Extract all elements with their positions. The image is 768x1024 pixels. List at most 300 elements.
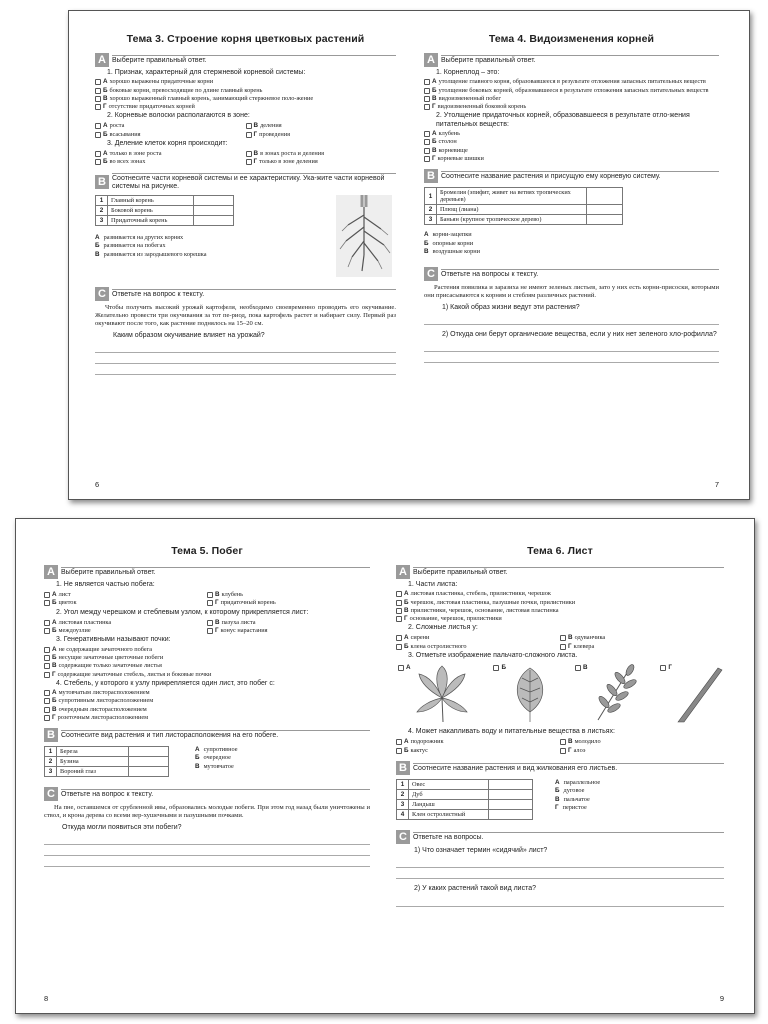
answer-option[interactable] bbox=[207, 627, 370, 635]
section-a-header bbox=[95, 53, 396, 67]
question-3: 3. Отметьте изображение пальчато-сложного листа. bbox=[408, 651, 578, 659]
option-letter: Б bbox=[432, 86, 437, 94]
checkbox[interactable] bbox=[44, 698, 50, 704]
checkbox[interactable] bbox=[44, 655, 50, 661]
reading-text: Чтобы получить высокий урожай картофеля, необходимо своевременно проводить его окучивание. Желательно провести три окучивания за тот пе-риод, пока картофель растет и набирает силу. Первый раз окучивают после того, как растение поднялось на 15–20 см. bbox=[95, 303, 396, 327]
option-text: основание, черешок, прилистники bbox=[409, 615, 502, 623]
table-row bbox=[96, 195, 234, 205]
checkbox[interactable] bbox=[560, 739, 566, 745]
checkbox[interactable] bbox=[424, 104, 430, 110]
section-b-header bbox=[396, 761, 724, 775]
question-text: 1) Какой образ жизни ведут эти растения? bbox=[442, 303, 580, 311]
answer-option[interactable] bbox=[95, 122, 246, 130]
question-3: 3. Генеративными называют почки: bbox=[56, 636, 171, 644]
list-item bbox=[95, 234, 234, 243]
answer-option[interactable] bbox=[396, 599, 724, 607]
checkbox[interactable] bbox=[95, 79, 101, 85]
option-letter: Г bbox=[253, 158, 258, 166]
page-number: 6 bbox=[95, 480, 100, 489]
checkbox[interactable] bbox=[493, 665, 499, 671]
answer-option[interactable] bbox=[44, 599, 207, 607]
checkbox[interactable] bbox=[396, 748, 402, 754]
table-row bbox=[425, 205, 623, 215]
answer-option[interactable] bbox=[424, 130, 719, 138]
answer-text: корни-зацепки bbox=[432, 231, 472, 239]
answer-text: воздушные корни bbox=[432, 248, 480, 256]
option-text: придаточный корень bbox=[220, 599, 276, 607]
option-letter: Б bbox=[103, 86, 108, 94]
section-b-instruction: Соотнесите название растения и вид жилкования его листьев. bbox=[413, 763, 724, 773]
answer-option[interactable] bbox=[246, 158, 397, 166]
answer-text: пальчатое bbox=[563, 795, 590, 803]
answer-line[interactable] bbox=[44, 845, 370, 856]
answer-option[interactable] bbox=[44, 706, 370, 714]
table-row bbox=[397, 799, 533, 809]
option-text: только в зоне роста bbox=[109, 149, 162, 157]
answer-cell[interactable] bbox=[489, 809, 533, 819]
option-letter: Г bbox=[568, 746, 572, 754]
checkbox[interactable] bbox=[95, 96, 101, 102]
row-number: 3 bbox=[397, 799, 409, 809]
option-text: в зонах роста и деления bbox=[260, 149, 325, 157]
answer-text: мутовчатое bbox=[203, 762, 234, 770]
section-c-header bbox=[424, 267, 719, 281]
answer-cell[interactable] bbox=[587, 205, 623, 215]
option-letter: А bbox=[406, 664, 411, 672]
list-item bbox=[555, 796, 600, 805]
answer-text: развивается из зародышевого корешка bbox=[103, 250, 207, 258]
section-a-instruction: Выберите правильный ответ. bbox=[61, 567, 370, 577]
q2-options bbox=[95, 122, 396, 139]
checkbox[interactable] bbox=[396, 635, 402, 641]
section-b-instruction: Соотнесите название растения и присущую ему корневую систему. bbox=[441, 171, 719, 181]
page-number: 9 bbox=[719, 994, 724, 1003]
row-label: Бромелия (эпифит, живет на ветвях тропических деревьев) bbox=[437, 188, 587, 205]
match-table bbox=[424, 187, 623, 225]
option-letter: Б bbox=[52, 626, 57, 634]
checkbox[interactable] bbox=[44, 620, 50, 626]
answer-option[interactable] bbox=[44, 591, 207, 599]
checkbox[interactable] bbox=[95, 159, 101, 165]
option-text: хорошо выраженный главный корень, занимающий стержневое поло-жение bbox=[109, 95, 314, 103]
section-b-instruction: Соотнесите вид растения и тип листорасположения на его побеге. bbox=[61, 730, 370, 740]
option-text: содержащие только зачаточные листья bbox=[58, 662, 162, 670]
match-table bbox=[44, 746, 169, 777]
q2-options bbox=[396, 634, 724, 651]
answer-option[interactable] bbox=[424, 87, 719, 95]
answer-option[interactable] bbox=[44, 627, 207, 635]
match-answers bbox=[95, 234, 234, 260]
checkbox[interactable] bbox=[560, 644, 566, 650]
answer-cell[interactable] bbox=[489, 789, 533, 799]
answer-cell[interactable] bbox=[489, 799, 533, 809]
option-letter: А bbox=[52, 618, 57, 626]
answer-option[interactable] bbox=[424, 155, 719, 163]
section-a-badge: A bbox=[396, 565, 410, 579]
option-letter: В bbox=[253, 122, 259, 130]
row-label: Дуб bbox=[409, 789, 489, 799]
answer-option[interactable] bbox=[44, 646, 370, 654]
option-letter: В bbox=[52, 662, 57, 670]
option-letter: А bbox=[103, 78, 108, 86]
option-letter: А bbox=[52, 590, 57, 598]
option-letter: Б bbox=[432, 138, 437, 146]
row-number: 2 bbox=[397, 789, 409, 799]
answer-option[interactable] bbox=[246, 131, 397, 139]
option-letter: Г bbox=[432, 103, 436, 111]
option-text: очередным листорасположением bbox=[58, 705, 147, 713]
option-text: сирени bbox=[410, 634, 430, 642]
checkbox[interactable] bbox=[398, 665, 404, 671]
section-c-header bbox=[396, 830, 724, 844]
table-row bbox=[96, 205, 234, 215]
answer-letter: Г bbox=[555, 804, 559, 812]
checkbox[interactable] bbox=[95, 88, 101, 94]
q2-options bbox=[424, 130, 719, 163]
row-number: 1 bbox=[45, 746, 57, 756]
answer-line[interactable] bbox=[95, 364, 396, 375]
section-c-header bbox=[44, 787, 370, 801]
checkbox[interactable] bbox=[396, 600, 402, 606]
answer-line[interactable] bbox=[396, 857, 724, 868]
answer-text: перистое bbox=[562, 804, 587, 812]
table-row bbox=[96, 215, 234, 225]
option-letter: Г bbox=[215, 599, 219, 607]
checkbox[interactable] bbox=[246, 123, 252, 129]
row-label: Боковой корень bbox=[108, 205, 194, 215]
reading-text: Растения повилика и заразиха не имеют зеленых листьев, зато у них есть корни-присоски, которыми они присасываются к корням и стеблям различных растений. bbox=[424, 283, 719, 299]
list-item bbox=[95, 251, 234, 260]
option-text: всасывания bbox=[109, 130, 141, 138]
answer-option[interactable] bbox=[424, 78, 719, 86]
row-label: Ландыш bbox=[409, 799, 489, 809]
option-text: клевера bbox=[573, 642, 595, 650]
option-letter: Г bbox=[215, 626, 219, 634]
leaf-option-b[interactable] bbox=[493, 664, 552, 724]
linear-leaf-image bbox=[674, 664, 724, 724]
checkbox[interactable] bbox=[560, 635, 566, 641]
checkbox[interactable] bbox=[44, 592, 50, 598]
leaf-option-c[interactable] bbox=[575, 664, 638, 724]
section-a-badge: A bbox=[424, 53, 438, 67]
question-text: Каким образом окучивание влияет на урожай? bbox=[113, 331, 265, 339]
option-text: молодило bbox=[574, 738, 601, 746]
option-letter: В bbox=[52, 705, 57, 713]
option-letter: А bbox=[52, 688, 57, 696]
question-3: 3. Деление клеток корня происходит: bbox=[107, 139, 228, 147]
section-c-instruction: Ответьте на вопросы к тексту. bbox=[441, 269, 719, 279]
option-text: корневые шишки bbox=[437, 155, 484, 163]
option-letter: Г bbox=[103, 103, 107, 111]
section-b-badge: B bbox=[424, 169, 438, 183]
answer-line[interactable] bbox=[396, 868, 724, 879]
option-letter: А bbox=[432, 78, 437, 86]
answer-option[interactable] bbox=[424, 95, 719, 103]
answer-line[interactable] bbox=[44, 834, 370, 845]
answer-cell[interactable] bbox=[194, 215, 234, 225]
answer-option[interactable] bbox=[44, 689, 370, 697]
answer-option[interactable] bbox=[44, 662, 370, 670]
answer-text: параллельное bbox=[563, 778, 601, 786]
q3-options bbox=[95, 149, 396, 166]
question-1: 1. Признак, характерный для стержневой корневой системы: bbox=[107, 69, 306, 76]
answer-line[interactable] bbox=[424, 341, 719, 352]
answer-cell[interactable] bbox=[194, 205, 234, 215]
checkbox[interactable] bbox=[95, 151, 101, 157]
option-text: междоузлие bbox=[58, 626, 91, 634]
section-b-body bbox=[44, 746, 370, 777]
option-letter: Б bbox=[404, 598, 409, 606]
answer-option[interactable] bbox=[396, 590, 724, 598]
option-letter: Б bbox=[404, 746, 409, 754]
answer-option[interactable] bbox=[44, 714, 370, 722]
option-text: мутовчатым листорасположением bbox=[58, 688, 150, 696]
topic-title: Тема 4. Видоизменения корней bbox=[488, 33, 655, 45]
row-label: Клен остролистный bbox=[409, 809, 489, 819]
checkbox[interactable] bbox=[424, 139, 430, 145]
option-letter: А bbox=[404, 738, 409, 746]
checkbox[interactable] bbox=[396, 591, 402, 597]
list-item bbox=[195, 763, 238, 772]
question-2: 2. Угол между черешком и стеблевым узлом, к которому прикрепляется лист: bbox=[56, 608, 309, 616]
q1-options bbox=[424, 78, 719, 111]
answer-option[interactable] bbox=[396, 634, 560, 642]
top-spread bbox=[68, 10, 750, 500]
section-b-header bbox=[424, 169, 719, 183]
answer-letter: В bbox=[95, 250, 100, 258]
answer-line[interactable] bbox=[424, 352, 719, 363]
row-label: Придаточный корень bbox=[108, 215, 194, 225]
checkbox[interactable] bbox=[207, 592, 213, 598]
answer-line[interactable] bbox=[95, 353, 396, 364]
answer-text: супротивное bbox=[203, 745, 238, 753]
question-text: 1) Что означает термин «сидячий» лист? bbox=[414, 846, 548, 854]
answer-option[interactable] bbox=[44, 654, 370, 662]
palmate-leaf-image bbox=[413, 664, 471, 724]
answer-option[interactable] bbox=[424, 147, 719, 155]
q3-options bbox=[44, 646, 370, 679]
option-text: роста bbox=[109, 122, 125, 130]
answer-line[interactable] bbox=[44, 856, 370, 867]
q4-options bbox=[396, 738, 724, 755]
checkbox[interactable] bbox=[396, 616, 402, 622]
answer-option[interactable] bbox=[560, 747, 724, 755]
option-text: клубень bbox=[221, 590, 243, 598]
match-answers bbox=[424, 231, 719, 257]
answer-cell[interactable] bbox=[587, 188, 623, 205]
option-letter: В bbox=[432, 95, 437, 103]
checkbox[interactable] bbox=[44, 672, 50, 678]
option-letter: Б bbox=[103, 158, 108, 166]
answer-option[interactable] bbox=[95, 131, 246, 139]
answer-option[interactable] bbox=[95, 158, 246, 166]
section-a-instruction: Выберите правильный ответ. bbox=[441, 55, 719, 65]
answer-option[interactable] bbox=[95, 87, 396, 95]
checkbox[interactable] bbox=[95, 132, 101, 138]
checkbox[interactable] bbox=[44, 690, 50, 696]
answer-option[interactable] bbox=[44, 697, 370, 705]
answer-cell[interactable] bbox=[129, 746, 169, 756]
answer-option[interactable] bbox=[44, 671, 370, 679]
row-number: 3 bbox=[425, 215, 437, 225]
answer-option[interactable] bbox=[95, 78, 396, 86]
checkbox[interactable] bbox=[44, 707, 50, 713]
option-text: подорожник bbox=[410, 738, 444, 746]
row-label: Овес bbox=[409, 779, 489, 789]
checkbox[interactable] bbox=[246, 159, 252, 165]
leaf-option-d[interactable] bbox=[660, 664, 724, 724]
list-item bbox=[555, 787, 600, 796]
answer-option[interactable] bbox=[560, 738, 724, 746]
answer-option[interactable] bbox=[246, 150, 397, 158]
answer-letter: В bbox=[555, 795, 560, 803]
checkbox[interactable] bbox=[207, 600, 213, 606]
option-text: пазуха листа bbox=[221, 618, 256, 626]
checkbox[interactable] bbox=[44, 715, 50, 721]
answer-option[interactable] bbox=[207, 619, 370, 627]
checkbox[interactable] bbox=[560, 748, 566, 754]
answer-text: очередное bbox=[203, 754, 231, 762]
answer-option[interactable] bbox=[424, 103, 719, 111]
section-c-header bbox=[95, 287, 396, 301]
row-number: 2 bbox=[96, 205, 108, 215]
answer-option[interactable] bbox=[396, 615, 724, 623]
question-1: 1. Корнеплод – это: bbox=[436, 69, 500, 76]
answer-option[interactable] bbox=[396, 747, 560, 755]
answer-option[interactable] bbox=[207, 599, 370, 607]
answer-cell[interactable] bbox=[587, 215, 623, 225]
checkbox[interactable] bbox=[44, 647, 50, 653]
question-4: 4. Может накапливать воду и питательные вещества в листьях: bbox=[408, 728, 615, 736]
list-item bbox=[195, 746, 238, 755]
answer-option[interactable] bbox=[424, 138, 719, 146]
row-label: Баньян (крупное тропическое дерево) bbox=[437, 215, 587, 225]
list-item bbox=[195, 754, 238, 763]
row-number: 1 bbox=[96, 195, 108, 205]
checkbox[interactable] bbox=[424, 148, 430, 154]
answer-option[interactable] bbox=[560, 643, 724, 651]
answer-option[interactable] bbox=[207, 591, 370, 599]
checkbox[interactable] bbox=[396, 739, 402, 745]
option-text: листовая пластинка bbox=[58, 618, 112, 626]
checkbox[interactable] bbox=[246, 151, 252, 157]
checkbox[interactable] bbox=[95, 123, 101, 129]
checkbox[interactable] bbox=[396, 608, 402, 614]
answer-cell[interactable] bbox=[129, 766, 169, 776]
checkbox[interactable] bbox=[660, 665, 666, 671]
checkbox[interactable] bbox=[44, 663, 50, 669]
checkbox[interactable] bbox=[44, 628, 50, 634]
checkbox[interactable] bbox=[424, 96, 430, 102]
answer-cell[interactable] bbox=[194, 195, 234, 205]
option-text: цветок bbox=[58, 599, 77, 607]
row-number: 2 bbox=[425, 205, 437, 215]
checkbox[interactable] bbox=[424, 79, 430, 85]
page-number: 8 bbox=[44, 994, 49, 1003]
page-9 bbox=[384, 519, 754, 1013]
checkbox[interactable] bbox=[44, 600, 50, 606]
checkbox[interactable] bbox=[424, 156, 430, 162]
answer-option[interactable] bbox=[95, 150, 246, 158]
option-letter: А bbox=[103, 122, 108, 130]
checkbox[interactable] bbox=[207, 628, 213, 634]
pinnate-leaf-image bbox=[590, 664, 638, 724]
checkbox[interactable] bbox=[424, 131, 430, 137]
list-item bbox=[555, 804, 600, 813]
q1-options bbox=[44, 590, 370, 607]
option-text: во всех зонах bbox=[109, 158, 146, 166]
topic-title: Тема 5. Побег bbox=[171, 545, 243, 557]
section-a-badge: A bbox=[44, 565, 58, 579]
section-a-badge: A bbox=[95, 53, 109, 67]
topic-title: Тема 6. Лист bbox=[527, 545, 593, 557]
option-letter: А bbox=[103, 149, 108, 157]
row-number: 1 bbox=[425, 188, 437, 205]
section-a-header bbox=[396, 565, 724, 579]
bottom-spread bbox=[15, 518, 755, 1014]
checkbox[interactable] bbox=[246, 132, 252, 138]
answer-line[interactable] bbox=[396, 896, 724, 907]
section-c-instruction: Ответьте на вопрос к тексту. bbox=[112, 289, 396, 299]
answer-option[interactable] bbox=[396, 643, 560, 651]
option-letter: Г bbox=[668, 664, 672, 672]
section-c-badge: C bbox=[396, 830, 410, 844]
question-4: 4. Стебель, у которого к узлу прикрепляется один лист, это побег с: bbox=[56, 679, 275, 687]
table-row bbox=[397, 809, 533, 819]
section-c-instruction: Ответьте на вопросы. bbox=[413, 832, 724, 842]
option-letter: А bbox=[432, 130, 437, 138]
section-b-badge: B bbox=[396, 761, 410, 775]
section-a-instruction: Выберите правильный ответ. bbox=[413, 567, 724, 577]
checkbox[interactable] bbox=[575, 665, 581, 671]
checkbox[interactable] bbox=[424, 88, 430, 94]
option-letter: Г bbox=[52, 670, 56, 678]
answer-option[interactable] bbox=[246, 122, 397, 130]
checkbox[interactable] bbox=[95, 104, 101, 110]
list-item bbox=[424, 231, 719, 240]
section-c-badge: C bbox=[44, 787, 58, 801]
answer-option[interactable] bbox=[44, 619, 207, 627]
answer-cell[interactable] bbox=[129, 756, 169, 766]
option-letter: В bbox=[432, 146, 437, 154]
option-letter: Б bbox=[103, 130, 108, 138]
table-row bbox=[45, 756, 169, 766]
checkbox[interactable] bbox=[396, 644, 402, 650]
answer-line[interactable] bbox=[95, 342, 396, 353]
simple-leaf-image bbox=[508, 664, 552, 724]
answer-option[interactable] bbox=[396, 738, 560, 746]
answer-letter: В bbox=[424, 248, 429, 256]
leaf-image-options bbox=[398, 662, 724, 726]
option-text: супротивным листорасположением bbox=[58, 697, 154, 705]
answer-cell[interactable] bbox=[489, 779, 533, 789]
answer-option[interactable] bbox=[560, 634, 724, 642]
answer-text: дуговое bbox=[563, 787, 585, 795]
row-label: Вороний глаз bbox=[57, 766, 129, 776]
answer-option[interactable] bbox=[396, 607, 724, 615]
leaf-option-a[interactable] bbox=[398, 664, 471, 724]
q1-options bbox=[396, 590, 724, 623]
answer-letter: А bbox=[424, 231, 429, 239]
answer-line[interactable] bbox=[424, 314, 719, 325]
match-table bbox=[95, 195, 234, 226]
answer-letter: А bbox=[195, 745, 200, 753]
checkbox[interactable] bbox=[207, 620, 213, 626]
answer-option[interactable] bbox=[95, 95, 396, 103]
answer-option[interactable] bbox=[95, 103, 396, 111]
topic-title: Тема 3. Строение корня цветковых растений bbox=[126, 33, 365, 45]
option-text: корневище bbox=[438, 146, 468, 154]
